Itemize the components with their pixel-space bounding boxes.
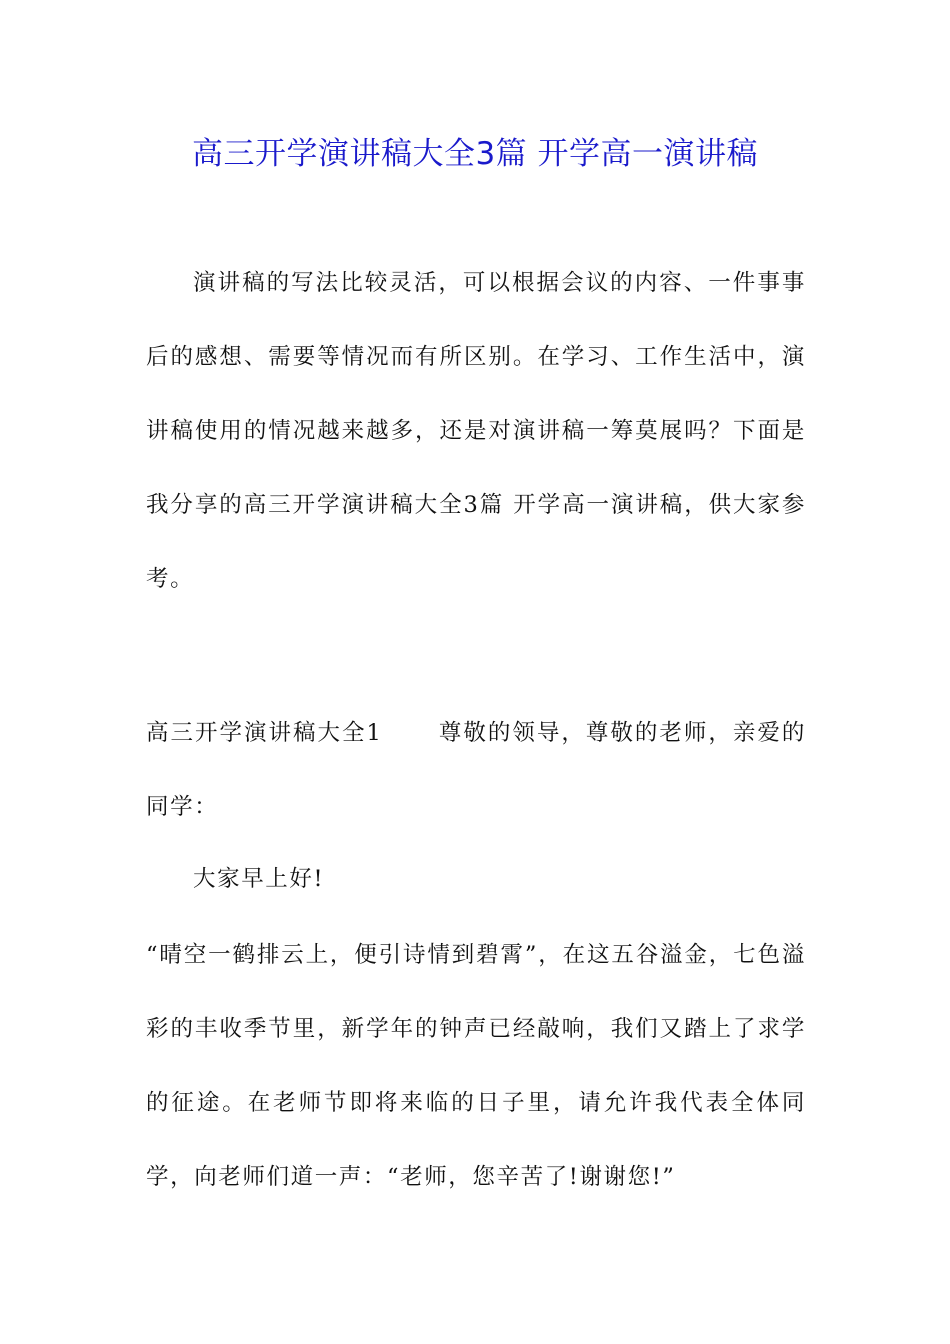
section-heading: 高三开学演讲稿大全1: [146, 720, 383, 746]
greeting-paragraph: 大家早上好!: [193, 866, 325, 892]
quote-paragraph: “晴空一鹤排云上，便引诗情到碧霄”，在这五谷溢金，七色溢彩的丰收季节里，新学年的钟声已经敲响，我们又踏上了求学的征途。在老师节即将来临的日子里，请允许我代表全体同学，向老师们道一声：“老师，您辛苦了!谢谢您!”: [146, 942, 806, 1190]
intro-paragraph: 演讲稿的写法比较灵活，可以根据会议的内容、一件事事后的感想、需要等情况而有所区别。在学习、工作生活中，演讲稿使用的情况越来越多，还是对演讲稿一筹莫展吗？下面是我分享的高三开学演讲稿大全3篇 开学高一演讲稿，供大家参考。: [146, 270, 806, 592]
salutation: 尊敬的领导，尊敬的老师，亲爱的同学：: [146, 720, 806, 820]
section-heading-paragraph: [146, 696, 806, 844]
document-title: 高三开学演讲稿大全3篇 开学高一演讲稿: [191, 136, 759, 172]
